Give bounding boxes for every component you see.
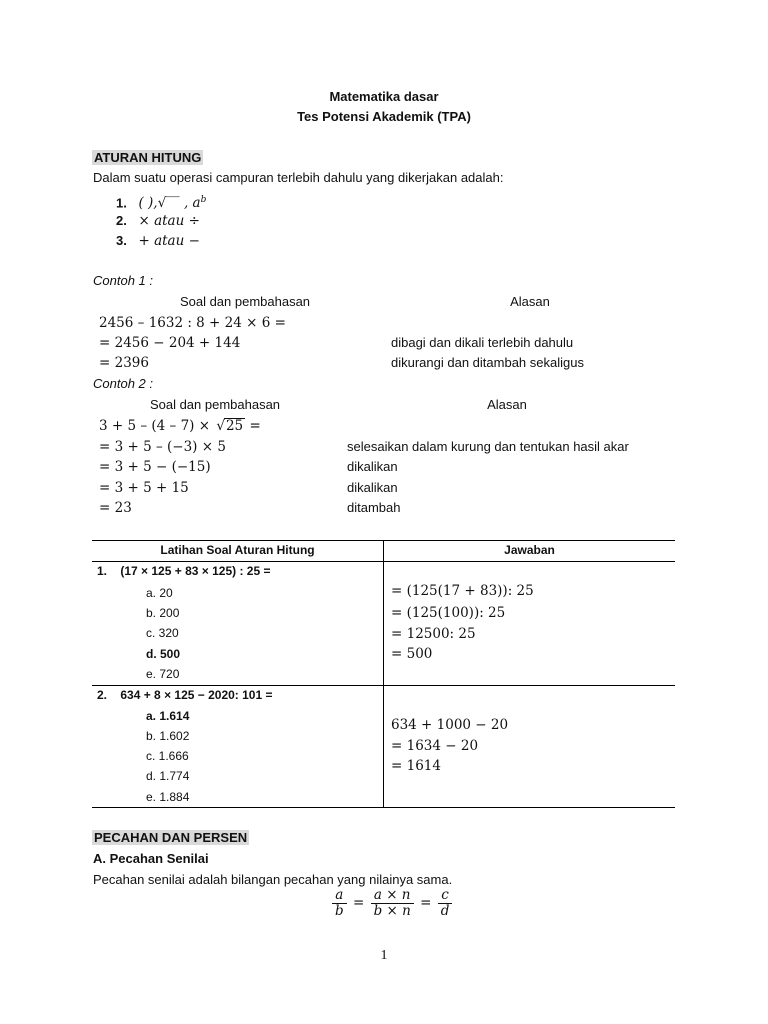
option: b. 1.602: [146, 729, 190, 743]
option: e. 1.884: [146, 790, 190, 804]
paragraph: Pecahan senilai adalah bilangan pecahan yang nilainya sama.: [93, 872, 453, 887]
example-2-label: Contoh 2 :: [93, 376, 153, 391]
answer-line: 634 + 1000 − 20: [391, 717, 509, 733]
document-subtitle: Tes Potensi Akademik (TPA): [297, 109, 471, 124]
answer-line: = (125(100)): 25: [391, 605, 506, 621]
question-2: [97, 686, 273, 704]
answer-line: = 12500: 25: [391, 626, 476, 642]
example-2-expr: = 3 + 5 − (−15): [99, 459, 211, 475]
example-1-reason: dibagi dan dikali terlebih dahulu: [391, 335, 574, 350]
table-border-column: [383, 540, 384, 808]
numerator: a: [332, 888, 347, 904]
example-1-expr: 2456 – 1632 : 8 + 24 × 6 =: [99, 315, 286, 331]
rule-number: 3.: [116, 233, 127, 248]
section-heading-pecahan: PECAHAN DAN PERSEN: [94, 830, 248, 845]
question-text: 634 + 8 × 125 − 2020: 101 =: [120, 688, 273, 702]
table-header-left: Latihan Soal Aturan Hitung: [160, 543, 315, 557]
rule-number: 1.: [116, 195, 127, 211]
rule-text: × atau ÷: [138, 213, 200, 229]
example-2-col-alasan: Alasan: [487, 397, 527, 412]
example-2-expr: = 3 + 5 – (−3) × 5: [99, 439, 226, 455]
answer-line: = 1614: [391, 758, 441, 774]
denominator: b: [335, 903, 344, 919]
example-2-reason: dikalikan: [347, 459, 398, 474]
fraction-formula: [330, 888, 454, 919]
question-text: (17 × 125 + 83 × 125) : 25 =: [120, 564, 271, 578]
question-number: 2.: [97, 688, 108, 702]
rule-2: [116, 212, 200, 230]
option-correct: d. 500: [146, 647, 181, 661]
answer-line: = 1634 − 20: [391, 738, 479, 754]
example-2-expr: = 3 + 5 + 15: [99, 480, 189, 496]
equals-sign: =: [352, 895, 365, 911]
fraction-1: [332, 888, 347, 919]
rule-superscript: b: [200, 195, 207, 205]
example-1-expr: = 2396: [99, 355, 149, 371]
sqrt-radicand: 25: [225, 418, 244, 434]
answer-line: = 500: [391, 646, 433, 662]
example-1-expr: = 2456 − 204 + 144: [99, 335, 241, 351]
numerator: c: [438, 888, 453, 904]
option: b. 200: [146, 606, 180, 620]
question-number: 1.: [97, 564, 108, 578]
example-2-reason: dikalikan: [347, 480, 398, 495]
example-1-label: Contoh 1 :: [93, 273, 153, 288]
example-1-col-alasan: Alasan: [510, 294, 550, 309]
table-header-right: Jawaban: [504, 543, 555, 557]
page-number: 1: [380, 948, 388, 963]
rule-3: [116, 232, 200, 250]
denominator: b × n: [373, 903, 411, 919]
option: c. 320: [146, 626, 179, 640]
numerator: a × n: [371, 888, 414, 904]
rule-text: + atau −: [138, 233, 200, 249]
example-2-reason: selesaikan dalam kurung dan tentukan hasil akar: [347, 439, 629, 454]
option: c. 1.666: [146, 749, 189, 763]
subsection-heading: A. Pecahan Senilai: [93, 851, 209, 866]
example-2-expr: [99, 417, 261, 435]
equals-sign: =: [420, 895, 432, 911]
example-2-reason: ditambah: [347, 500, 401, 515]
section-heading-aturan-hitung: ATURAN HITUNG: [94, 150, 202, 165]
answer-line: = (125(17 + 83)): 25: [391, 583, 534, 599]
section-intro: Dalam suatu operasi campuran terlebih dahulu yang dikerjakan adalah:: [93, 170, 504, 185]
example-1-reason: dikurangi dan ditambah sekaligus: [391, 355, 584, 370]
rule-1: [116, 191, 206, 212]
expr-part: =: [245, 418, 261, 434]
denominator: d: [440, 903, 450, 919]
example-2-col-soal: Soal dan pembahasan: [149, 397, 281, 412]
example-2-expr: = 23: [99, 500, 132, 516]
rule-text: ( ),√‾‾ , a: [138, 195, 201, 212]
option-correct: a. 1.614: [146, 709, 190, 723]
fraction-3: [438, 888, 453, 919]
option: e. 720: [146, 667, 180, 681]
sqrt-sign: √: [216, 418, 225, 434]
example-1-col-soal: Soal dan pembahasan: [179, 294, 311, 309]
option: d. 1.774: [146, 769, 190, 783]
document-title: Matematika dasar: [329, 89, 439, 104]
rule-number: 2.: [116, 213, 127, 228]
expr-part: 3 + 5 – (4 – 7) ×: [99, 418, 211, 434]
question-1: [97, 562, 270, 580]
fraction-2: [371, 888, 414, 919]
option: a. 20: [146, 586, 173, 600]
